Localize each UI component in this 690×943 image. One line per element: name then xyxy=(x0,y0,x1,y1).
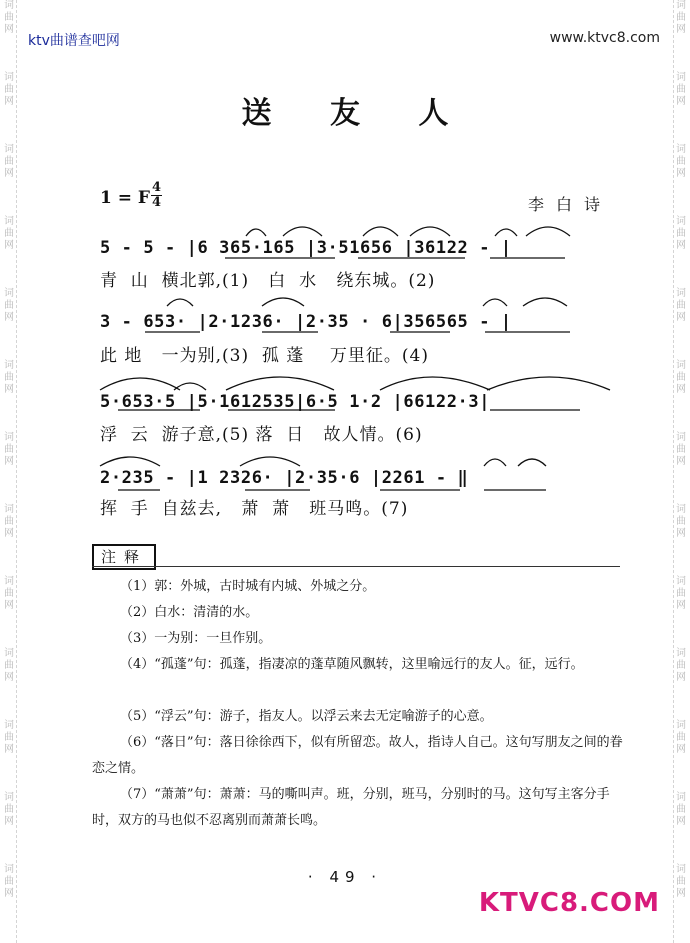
right-margin-watermark: 词 曲 网 词 曲 网 词 曲 网 词 曲 网 词 曲 网 词 曲 网 词 曲 网 词 曲 网 词 曲 网 词 曲 网 词 曲 网 词 曲 网 词 曲 网 xyxy=(673,0,688,943)
note-2: （2）白水：清清的水。 xyxy=(120,605,259,620)
score-line-3-lyrics: 浮 云 游子意,(5) 落 日 故人情。(6) xyxy=(100,425,423,445)
footer-watermark-logo: KTVC8.COM xyxy=(478,888,660,918)
key-signature: 1 = F xyxy=(100,188,150,208)
time-signature xyxy=(151,181,162,210)
note-3: （3）一为别：一旦作别。 xyxy=(120,631,272,646)
time-signature-top: 4 xyxy=(152,180,162,195)
site-url[interactable]: www.ktvc8.com xyxy=(549,30,660,46)
note-1: （1）郭：外城，古时城有内城、外城之分。 xyxy=(120,579,376,594)
score-line-2-lyrics: 此 地 一为别,(3) 孤 蓬 万里征。(4) xyxy=(100,346,430,366)
song-title: 送 友 人 xyxy=(241,96,473,131)
page-number: · 49 · xyxy=(307,868,383,886)
score-line-1-notation: 5 - 5 - |6 365·165 |3·51656 |36122 - | xyxy=(100,238,512,258)
time-signature-bottom: 4 xyxy=(152,195,162,210)
note-6: （6）“落日”句：落日徐徐西下，似有所留恋。故人，指诗人自己。这句写朋友之间的眷恋之情。 xyxy=(92,735,623,776)
left-margin-watermark: 词 曲 网 词 曲 网 词 曲 网 词 曲 网 词 曲 网 词 曲 网 词 曲 网 词 曲 网 词 曲 网 词 曲 网 词 曲 网 词 曲 网 词 曲 网 xyxy=(2,0,17,943)
score-line-4-lyrics: 挥 手 自兹去, 萧 萧 班马鸣。(7) xyxy=(100,499,409,519)
note-4: （4）“孤蓬”句：孤蓬，指凄凉的蓬草随风飘转，这里喻远行的友人。征，远行。 xyxy=(120,657,584,672)
notes-heading: 注释 xyxy=(92,544,156,570)
site-name[interactable]: ktv曲谱查吧网 xyxy=(28,33,120,49)
score-line-2-notation: 3 - 653· |2·1236· |2·35 · 6|356565 - | xyxy=(100,312,512,332)
score-line-4-notation: 2·235 - |1 2326· |2·35·6 |2261 - ‖ xyxy=(100,468,469,488)
notes-divider xyxy=(92,566,620,567)
note-5: （5）“浮云”句：游子，指友人。以浮云来去无定喻游子的心意。 xyxy=(120,709,493,724)
author: 李白诗 xyxy=(527,195,612,214)
note-7: （7）“萧萧”句：萧萧：马的嘶叫声。班，分别，班马，分别时的马。这句写主客分手时，双方的马也似不忍离别而萧萧长鸣。 xyxy=(92,787,610,828)
score-line-1-lyrics: 青 山 横北郭,(1) 白 水 绕东城。(2) xyxy=(100,271,436,291)
score-line-3-notation: 5·653·5 |5·1612535|6·5 1·2 |66122·3| xyxy=(100,392,491,412)
